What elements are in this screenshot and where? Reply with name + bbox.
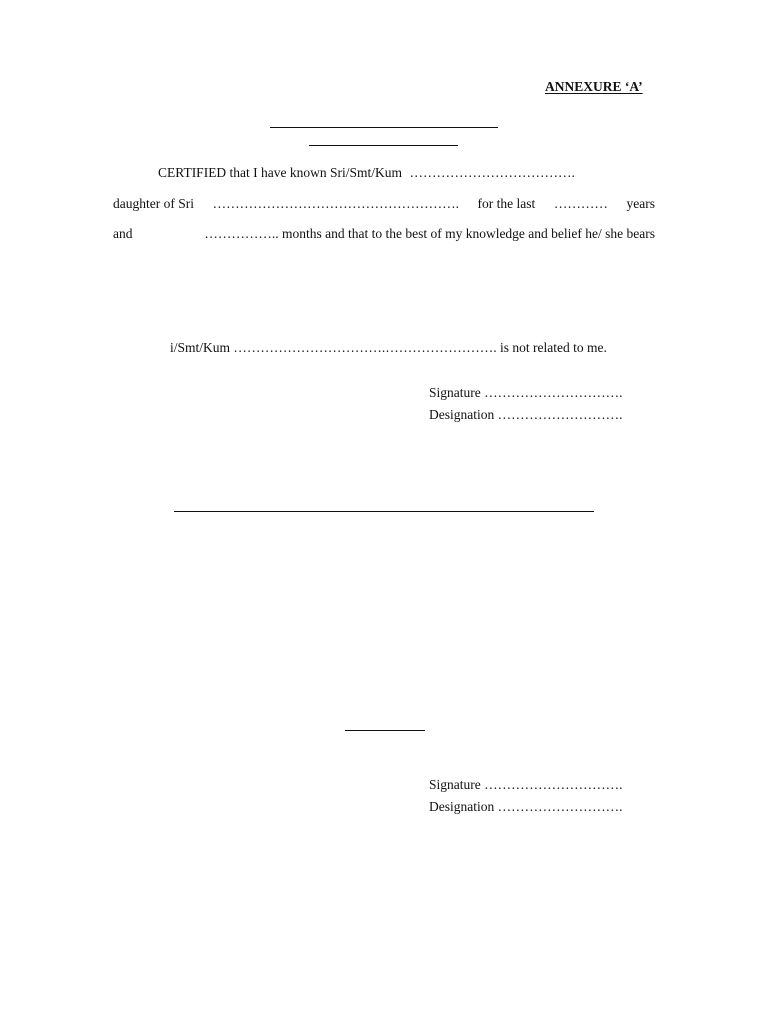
designation-line: Designation ………………………. [429, 799, 623, 814]
signature-block-1 [429, 385, 623, 429]
annexure-label: ANNEXURE ‘A’ [545, 79, 643, 94]
title-rule-bottom [309, 145, 458, 146]
months-and-knowledge-text: …………….. months and that to the best of my knowledge and belief he/ she bears [204, 226, 655, 241]
for-the-last-label: for the last [477, 196, 536, 211]
years-label: years [626, 196, 655, 211]
designation-line: Designation ………………………. [429, 407, 623, 422]
certificate-line-4 [170, 340, 607, 356]
signature-line: Signature …………………………. [429, 777, 623, 792]
years-blank: ………… [553, 196, 608, 211]
certificate-line-2 [113, 196, 655, 212]
certified-lead-text: CERTIFIED that I have known Sri/Smt/Kum [158, 165, 403, 180]
name-blank: ………………………………. [409, 165, 575, 180]
not-related-text: i/Smt/Kum …………………………….……………………. is not related to me. [170, 340, 607, 355]
certificate-line-3 [113, 226, 655, 242]
signature-block-2 [429, 777, 623, 821]
father-name-blank: ………………………………………………. [212, 196, 459, 211]
short-heading-rule [345, 730, 425, 731]
certificate-line-1 [158, 165, 575, 181]
daughter-of-label: daughter of Sri [113, 196, 194, 211]
signature-line: Signature …………………………. [429, 385, 623, 400]
section-divider-rule [174, 511, 594, 512]
title-rule-top [270, 127, 498, 128]
and-label: and [113, 226, 133, 241]
